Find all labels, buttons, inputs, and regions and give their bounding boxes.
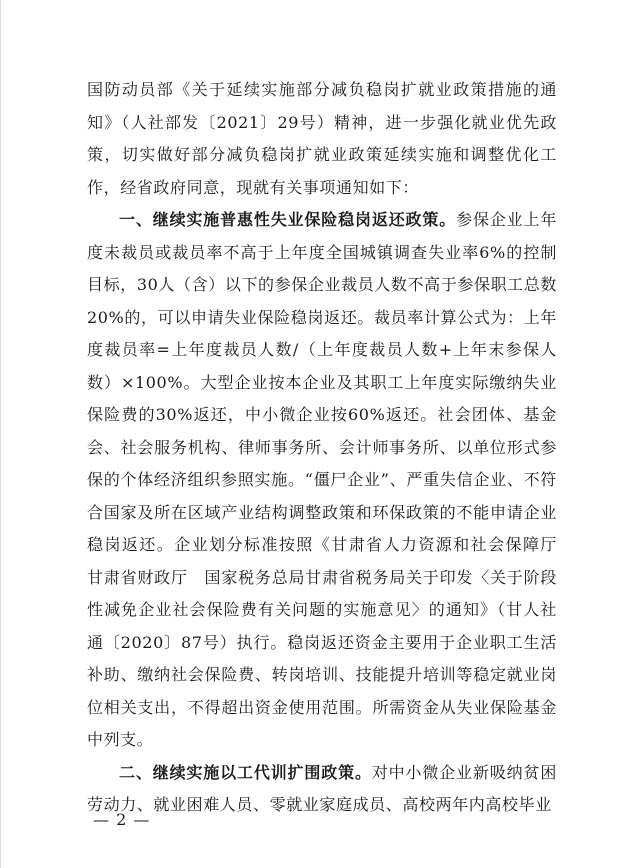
document-body (87, 74, 574, 822)
paragraph-section-2 (87, 757, 557, 822)
paragraph-intro (87, 74, 557, 204)
intro-text: 国防动员部《关于延续实施部分减负稳岗扩就业政策措施的通知》（人社部发〔2021〕29号）精神，进一步强化就业优先政策，切实做好部分减负稳岗扩就业政策延续实施和调整优化工作，经省政府同意，现就有关事项通知如下： (87, 80, 557, 197)
section-1-heading: 一、继续实施普惠性失业保险稳岗返还政策。 (119, 210, 457, 229)
section-1-body: 参保企业上年度未裁员或裁员率不高于上年度全国城镇调查失业率6%的控制目标，30人（含）以下的参保企业裁员人数不高于参保职工总数20%的，可以申请失业保险稳岗返还。裁员率计算公式为：上年度裁员率=上年度裁员人数/（上年度裁员人数+上年末参保人数）×100%。大型企业按本企业及其职工上年度实际缴纳失业保险费的30%返还，中小微企业按60%返还。社会团体、基金会、社会服务机构、律师事务所、会计师事务所、以单位形式参保的个体经济组织参照实施。“僵尸企业”、严重失信企业、不符合国家及所在区域产业结构调整政策和环保政策的不能申请企业稳岗返还。企业划分标准按照《甘肃省人力资源和社会保障厅 甘肃省财政厅 国家税务总局甘肃省税务局关于印发〈关于阶段性减免企业社会保险费有关问题的实施意见〉的通知》（甘人社通〔2020〕87号）执行。稳岗返还资金主要用于企业职工生活补助、缴纳社会保险费、转岗培训、技能提升培训等稳定就业岗位相关支出，不得超出资金使用范围。所需资金从失业保险基金中列支。 (87, 210, 574, 749)
page-number: — 2 — (93, 810, 151, 829)
paragraph-section-1 (87, 204, 574, 757)
section-2-body: 对中小微企业新吸纳贫困劳动力、就业困难人员、零就业家庭成员、高校两年内高校毕业 (87, 762, 557, 814)
section-2-heading: 二、继续实施以工代训扩围政策。 (119, 762, 372, 782)
